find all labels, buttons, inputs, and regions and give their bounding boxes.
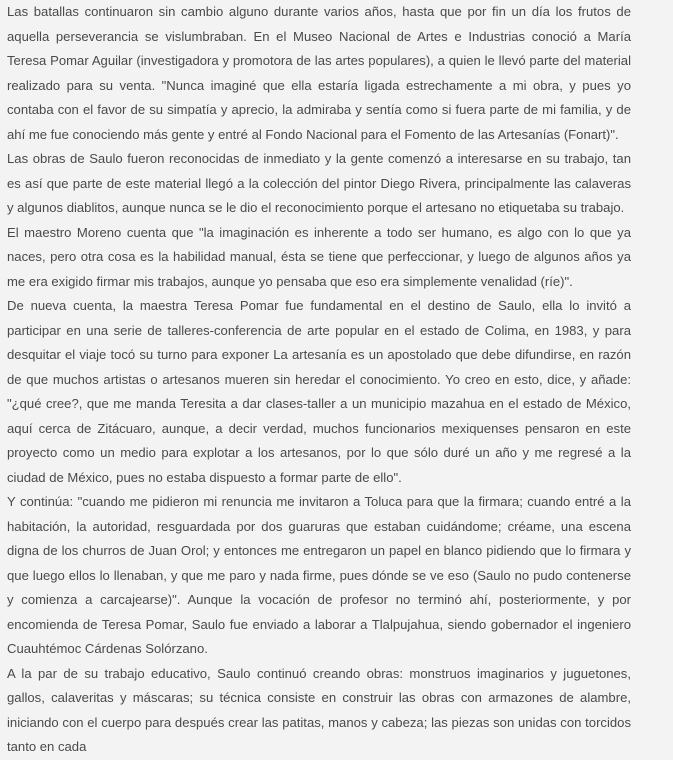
paragraph: Las obras de Saulo fueron reconocidas de inmediato y la gente comenzó a interesarse en su trabajo, tan es así que parte de este material llegó a la colección del pintor Diego Rivera, principalmente las calaveras y algunos diablitos, aunque nunca se le dio el reconocimiento porque el artesano no etiquetaba su trabajo. (7, 151, 631, 215)
paragraph: Y continúa: "cuando me pidieron mi renuncia me invitaron a Toluca para que la firmara; cuando entré a la habitación, la autoridad, resguardada por dos guaruras que estaban cuidándome; créame, una escena digna de los churros de Juan Orol; y entonces me entregaron un papel en blanco pidiendo que lo firmara y que luego ellos lo llenaban, y que me paro y nada firme, pues dónde se ve eso (Saulo no pudo contenerse y comienza a carcajearse)". Aunque la vocación de profesor no terminó ahí, posteriormente, y por encomienda de Teresa Pomar, Saulo fue enviado a laborar a Tlalpujahua, siendo gobernador el ingeniero Cuauhtémoc Cárdenas Solórzano. (7, 494, 631, 656)
paragraph: El maestro Moreno cuenta que "la imaginación es inherente a todo ser humano, es algo con lo que ya naces, pero otra cosa es la habilidad manual, ésta se tiene que perfeccionar, y luego de algunos años ya me era exigido firmar mis trabajos, aunque yo pensaba que eso era simplemente venalidad (ríe)". (7, 224, 631, 289)
paragraph: A la par de su trabajo educativo, Saulo continuó creando obras: monstruos imaginarios y juguetones, gallos, calaveritas y máscaras; su técnica consiste en construir las obras con armazones de alambre, iniciando con el cuerpo para después crear las patitas, manos y cabeza; las piezas son unidas con torcidos tanto en cada (7, 665, 631, 754)
paragraph: Las batallas continuaron sin cambio alguno durante varios años, hasta que por fin un día los frutos de aquella perseverancia se vislumbraban. En el Museo Nacional de Artes e Industrias conoció a María Teresa Pomar Aguilar (investigadora y promotora de las artes populares), a quien le llevó parte del material realizado para su venta. "Nunca imaginé que ella estaría ligada estrechamente a mi obra, y pues yo contaba con el favor de su simpatía y aprecio, la admiraba y sentía como si fuera parte de mi familia, y de ahí me fue conociendo más gente y entré al Fondo Nacional para el Fomento de las Artesanías (Fonart)". (7, 4, 631, 142)
article-body (7, 0, 631, 760)
paragraph: De nueva cuenta, la maestra Teresa Pomar fue fundamental en el destino de Saulo, ella lo invitó a participar en una serie de talleres-conferencia de arte popular en el estado de Colima, en 1983, y para desquitar el viaje tocó su turno para exponer La artesanía es un apostolado que debe difundirse, en razón de que muchos artistas o artesanos mueren sin heredar el conocimiento. Yo creo en esto, dice, y añade: "¿qué cree?, que me manda Teresita a dar clases-taller a un municipio mazahua en el estado de México, aquí cerca de Zitácuaro, aunque, a decir verdad, muchos funcionarios mexiquenses pensaron en este proyecto como un medio para explotar a los artesanos, por lo que sólo duré un año y me regresé a la ciudad de México, pues no estaba dispuesto a formar parte de ello". (7, 298, 631, 485)
